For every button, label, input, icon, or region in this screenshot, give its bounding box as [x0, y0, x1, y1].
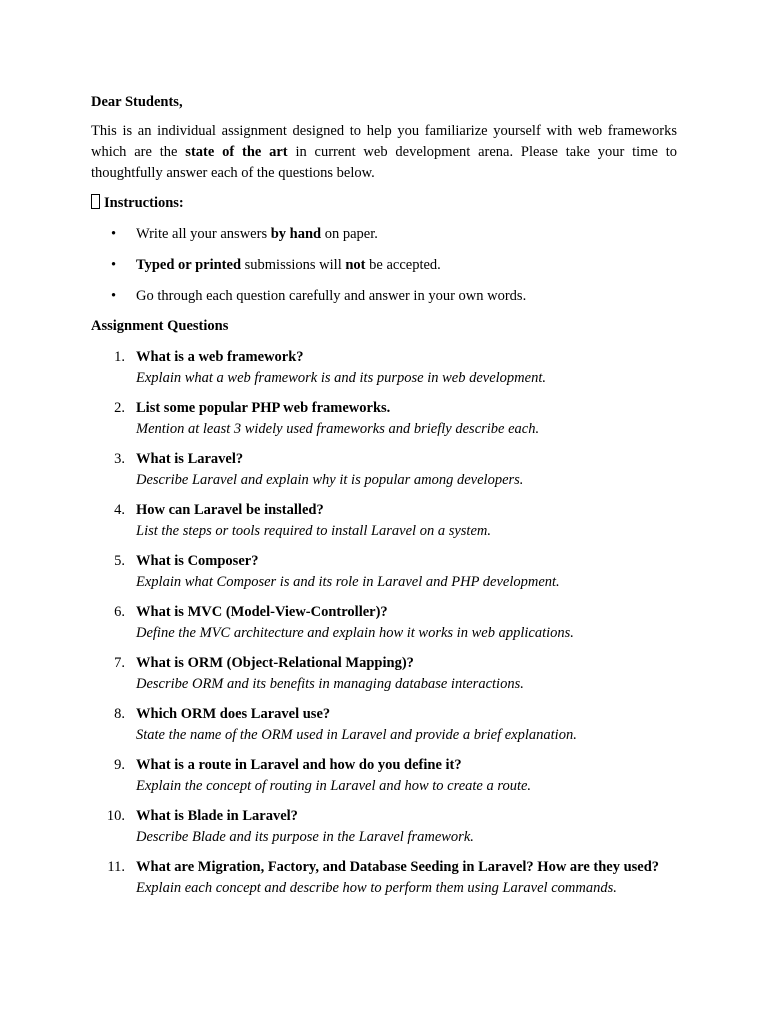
bullet-icon: •	[111, 288, 117, 304]
question-title: Which ORM does Laravel use?	[136, 706, 331, 722]
question-description: State the name of the ORM used in Laravel and provide a brief explanation.	[136, 726, 577, 743]
list-item	[91, 224, 677, 245]
question-number: 9.	[114, 757, 125, 773]
instruction-bold-2: not	[345, 257, 366, 273]
question-item	[91, 500, 677, 541]
question-title: What is Laravel?	[136, 451, 244, 467]
question-title: What is a route in Laravel and how do you define it?	[136, 757, 462, 773]
question-title: What are Migration, Factory, and Database Seeding in Laravel? How are they used?	[136, 859, 660, 875]
question-item	[91, 704, 677, 745]
questions-list	[91, 347, 677, 898]
question-description: Describe Laravel and explain why it is popular among developers.	[136, 471, 524, 488]
instruction-text-end: be accepted.	[365, 257, 441, 273]
intro-bold-text: state of the art	[185, 144, 288, 160]
instruction-text: submissions will	[241, 257, 346, 273]
question-item	[91, 449, 677, 490]
question-item	[91, 602, 677, 643]
question-item	[91, 347, 677, 388]
bullet-icon: •	[111, 226, 117, 242]
instructions-heading-label: Instructions:	[104, 195, 184, 211]
list-item	[91, 286, 677, 307]
instructions-list	[91, 224, 677, 307]
instruction-text: Write all your answers	[136, 226, 271, 242]
question-item	[91, 755, 677, 796]
question-description: Mention at least 3 widely used frameworks and briefly describe each.	[136, 420, 540, 437]
intro-text-end: in current web development arena. Please take your time to thoughtfully answer each of the questions below.	[91, 144, 677, 181]
missing-glyph-icon	[91, 194, 100, 209]
question-number: 11.	[107, 859, 125, 875]
question-item	[91, 653, 677, 694]
question-title: List some popular PHP web frameworks.	[136, 400, 391, 416]
question-title: How can Laravel be installed?	[136, 502, 324, 518]
question-number: 6.	[114, 604, 125, 620]
question-title: What is Composer?	[136, 553, 259, 569]
question-number: 5.	[114, 553, 125, 569]
intro-paragraph	[91, 121, 677, 184]
question-number: 2.	[114, 400, 125, 416]
question-description: Explain each concept and describe how to perform them using Laravel commands.	[136, 879, 617, 896]
question-number: 7.	[114, 655, 125, 671]
list-item	[91, 255, 677, 276]
question-number: 3.	[114, 451, 125, 467]
intro-text: This is an individual assignment designed to help you familiarize yourself with web frameworks which are the	[91, 123, 677, 160]
instruction-text: Go through each question carefully and answer in your own words.	[136, 288, 527, 304]
question-description: Describe ORM and its benefits in managing database interactions.	[136, 675, 524, 692]
question-title: What is Blade in Laravel?	[136, 808, 298, 824]
instruction-bold: Typed or printed	[136, 257, 242, 273]
question-item	[91, 398, 677, 439]
question-item	[91, 806, 677, 847]
question-title: What is MVC (Model-View-Controller)?	[136, 604, 388, 620]
question-item	[91, 551, 677, 592]
question-number: 1.	[114, 349, 125, 365]
question-description: Define the MVC architecture and explain how it works in web applications.	[136, 624, 574, 641]
questions-heading: Assignment Questions	[91, 318, 229, 334]
greeting: Dear Students,	[91, 94, 183, 110]
question-description: Explain the concept of routing in Laravel and how to create a route.	[136, 777, 532, 794]
question-description: Explain what Composer is and its role in Laravel and PHP development.	[136, 573, 560, 590]
bullet-icon: •	[111, 257, 117, 273]
assignment-document	[91, 92, 677, 898]
question-description: List the steps or tools required to install Laravel on a system.	[136, 522, 491, 539]
instruction-text-end: on paper.	[321, 226, 378, 242]
question-title: What is a web framework?	[136, 349, 304, 365]
instructions-heading	[91, 193, 677, 214]
question-number: 4.	[114, 502, 125, 518]
question-title: What is ORM (Object-Relational Mapping)?	[136, 655, 414, 671]
question-number: 8.	[114, 706, 125, 722]
question-description: Describe Blade and its purpose in the Laravel framework.	[136, 828, 474, 845]
question-item	[91, 857, 677, 898]
instruction-bold: by hand	[270, 226, 322, 242]
question-description: Explain what a web framework is and its purpose in web development.	[136, 369, 546, 386]
question-number: 10.	[106, 808, 125, 824]
